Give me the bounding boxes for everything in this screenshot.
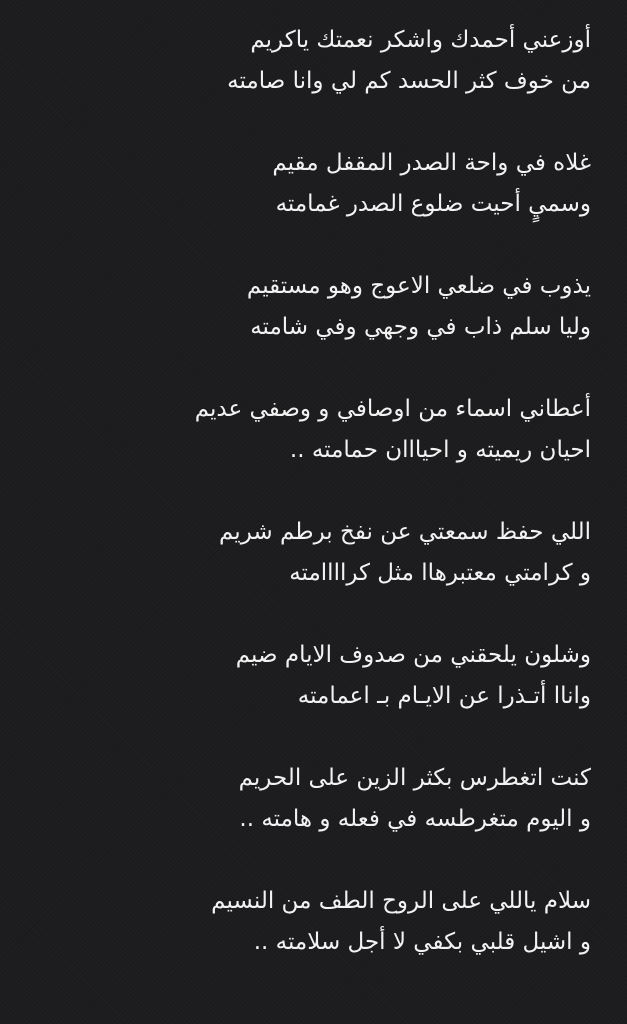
poem-line: أعطاني اسماء من اوصافي و وصفي عديم: [194, 396, 591, 422]
stanza-3: [20, 266, 591, 389]
stanza-6: [20, 635, 591, 758]
poem-line: وسميٍ أحيت ضلوع الصدر غمامته: [275, 191, 591, 217]
poem-line: و اليوم متغرطسه في فعله و هامته ..: [239, 806, 591, 832]
poem-line: أوزعني أحمدك واشكر نعمتك ياكريم: [250, 27, 591, 53]
poem-line: كنت اتغطرس بكثر الزين على الحريم: [238, 765, 591, 791]
poem-line: وليا سلم ذاب في وجهي وفي شامته: [250, 314, 591, 340]
poem-line: واناا أتـذرا عن الايـام بـ اعمامته: [297, 683, 591, 709]
stanza-7: [20, 758, 591, 881]
stanza-4: [20, 389, 591, 512]
stanza-2: [20, 143, 591, 266]
stanza-5: [20, 512, 591, 635]
poem-line: سلام ياللي على الروح الطف من النسيم: [211, 888, 591, 914]
poem-line: وشلون يلحقني من صدوف الايام ضيم: [235, 642, 591, 668]
stanza-1: [20, 20, 591, 143]
stanza-8: [20, 881, 591, 1004]
poem-line: من خوف كثر الحسد كم لي وانا صامته: [227, 68, 591, 94]
poem-line: يذوب في ضلعي الاعوج وهو مستقيم: [246, 273, 591, 299]
poem-line: و كرامتي معتبرهاا مثل كراااامته: [289, 560, 591, 586]
poem-line: اللي حفظ سمعتي عن نفخ برطم شريم: [219, 519, 591, 545]
poem-line: و اشيل قلبي بكفي لا أجل سلامته ..: [253, 929, 591, 955]
poem-line: غلاه في واحة الصدر المقفل مقيم: [272, 150, 591, 176]
poem-line: احيان ريميته و احيااان حمامته ..: [289, 437, 591, 463]
